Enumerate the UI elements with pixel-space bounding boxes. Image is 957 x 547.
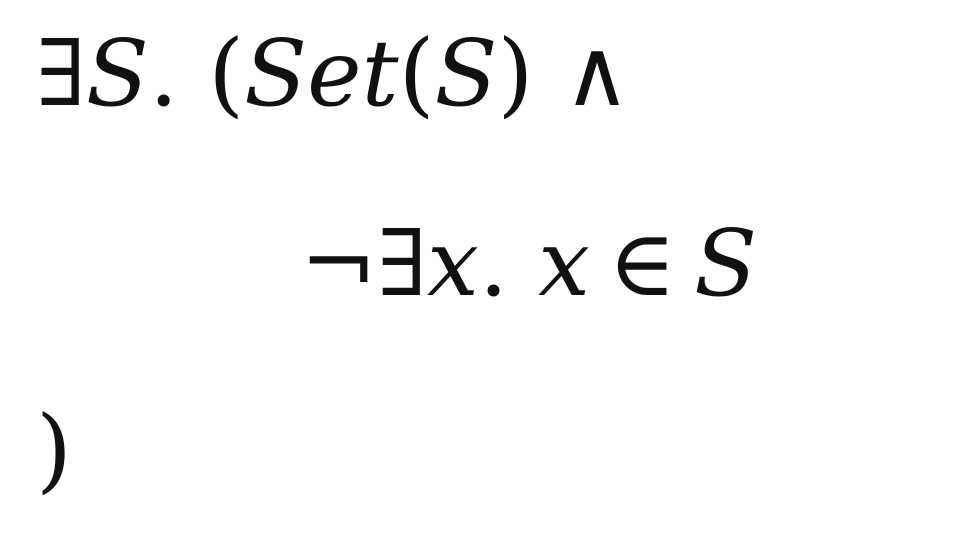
variable-x: x: [427, 210, 479, 317]
dot-separator-2: .: [478, 210, 509, 317]
close-paren: ): [36, 396, 72, 503]
predicate-set: Set: [244, 20, 399, 127]
exists-symbol: ∃: [36, 20, 86, 127]
variable-x-2: x: [538, 210, 591, 317]
element-of-symbol: ∈: [608, 210, 677, 317]
exists-symbol-2: ∃: [377, 210, 428, 317]
formula-line-1: [36, 20, 631, 127]
formula-line-2: [300, 210, 758, 317]
dot-separator: .: [148, 20, 179, 127]
open-paren: (: [208, 20, 245, 127]
inner-close-paren: ): [497, 20, 534, 127]
not-symbol: ¬: [300, 210, 378, 317]
variable-s-2: S: [694, 210, 758, 317]
variable-s: S: [85, 20, 149, 127]
inner-variable-s: S: [434, 20, 498, 127]
and-symbol: ∧: [563, 20, 631, 127]
formula-line-3: [36, 396, 72, 503]
inner-open-paren: (: [398, 20, 435, 127]
